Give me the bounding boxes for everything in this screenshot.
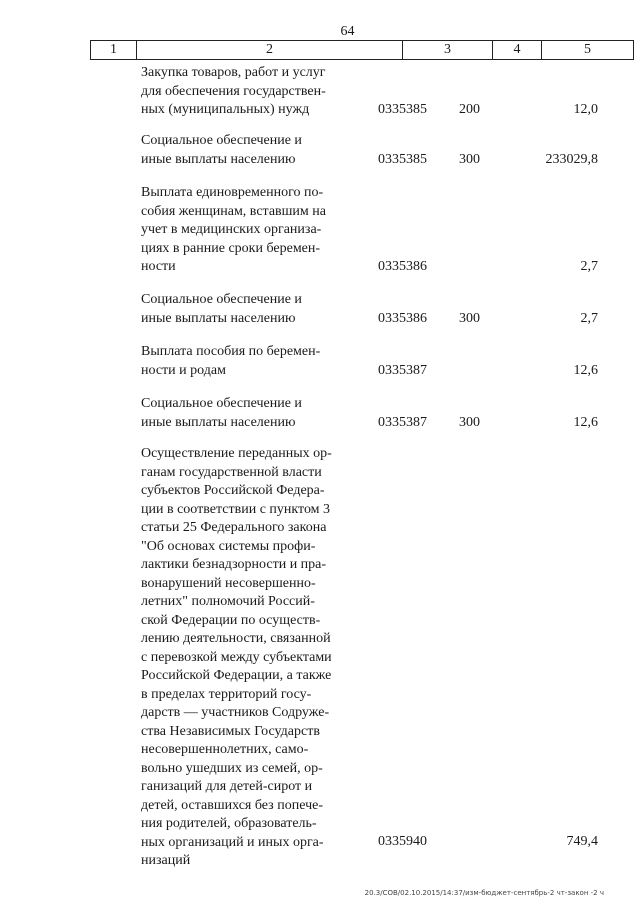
row-code: 0335940 bbox=[378, 834, 427, 849]
row-description: Закупка товаров, работ и услуг для обеспечения государствен- ных (муниципальных) нужд bbox=[141, 65, 326, 117]
column-header-2: 2 bbox=[137, 41, 403, 60]
row-amount: 12,6 bbox=[573, 415, 598, 430]
column-header-table bbox=[90, 40, 634, 60]
row-amount: 749,4 bbox=[566, 834, 598, 849]
row-amount: 233029,8 bbox=[545, 152, 598, 167]
document-footer-code: 20.3/СОВ/02.10.2015/14:37/изм-бюджет-сентябрь-2 чт-закон -2 ч bbox=[364, 889, 604, 897]
row-code: 0335386 bbox=[378, 259, 427, 274]
row-amount: 12,0 bbox=[573, 102, 598, 117]
row-expense-type: 300 bbox=[459, 415, 480, 430]
row-code: 0335385 bbox=[378, 152, 427, 167]
column-header-3: 3 bbox=[403, 41, 493, 60]
row-code: 0335385 bbox=[378, 102, 427, 117]
row-description: Социальное обеспечение и иные выплаты населению bbox=[141, 396, 302, 430]
row-expense-type: 300 bbox=[459, 152, 480, 167]
row-description: Социальное обеспечение и иные выплаты населению bbox=[141, 292, 302, 326]
row-amount: 2,7 bbox=[580, 259, 598, 274]
row-description: Выплата пособия по беремен- ности и родам bbox=[141, 344, 321, 378]
row-description: Осуществление переданных ор- ганам государственной власти субъектов Российской Федера- ции в соответствии с пунктом 3 статьи 25 Федерального закона "Об основах системы профи- лактики безнадзорности и пра- вонарушений несовершенно- летних" полномочий Россий- ской Федерации по осуществ- лению деятельности, связанной с перевозкой между субъектами Российской Федерации, а также в пределах территорий госу- дарств — участников Содруже- ства Независимых Государств несовершеннолетних, само- вольно ушедших из семей, ор- ганизаций для детей-сирот и детей, оставшихся без попече- ния родителей, образователь- ных организаций и иных орга- низаций bbox=[141, 446, 332, 868]
row-expense-type: 300 bbox=[459, 311, 480, 326]
row-description: Выплата единовременного по- собия женщинам, вставшим на учет в медицинских организа- циях в ранние сроки беремен- ности bbox=[141, 185, 326, 274]
row-code: 0335387 bbox=[378, 415, 427, 430]
page-number: 64 bbox=[340, 24, 355, 39]
row-expense-type: 200 bbox=[459, 102, 480, 117]
row-code: 0335386 bbox=[378, 311, 427, 326]
column-header-1: 1 bbox=[91, 41, 137, 60]
row-description: Социальное обеспечение и иные выплаты населению bbox=[141, 133, 302, 167]
column-header-5: 5 bbox=[542, 41, 634, 60]
row-amount: 12,6 bbox=[573, 363, 598, 378]
row-amount: 2,7 bbox=[580, 311, 598, 326]
column-header-4: 4 bbox=[493, 41, 542, 60]
row-code: 0335387 bbox=[378, 363, 427, 378]
